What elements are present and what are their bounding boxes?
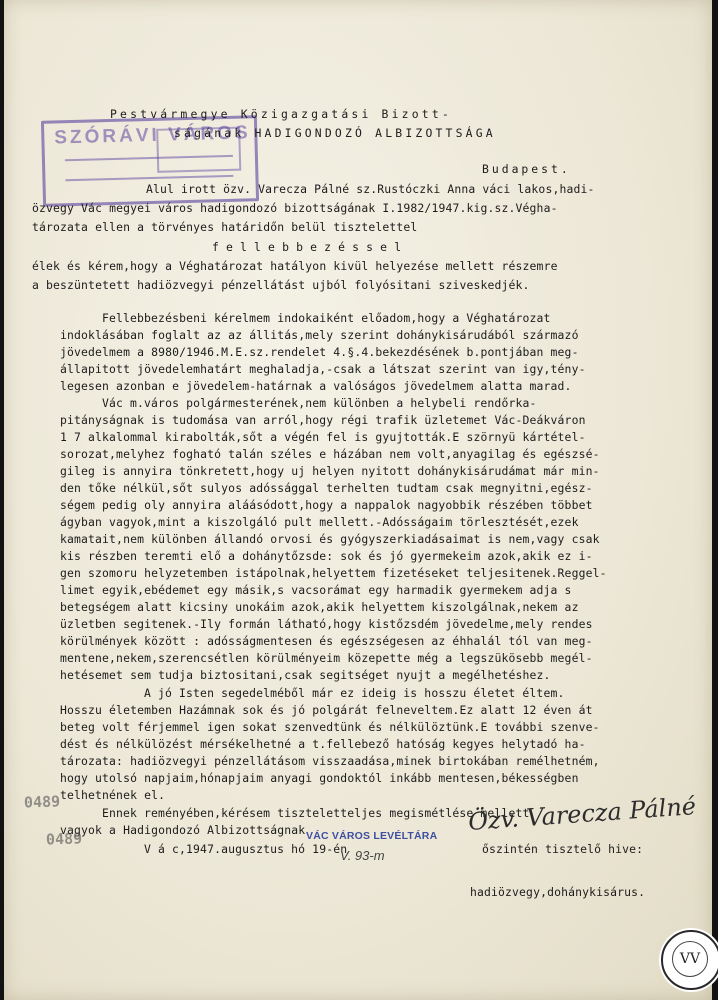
badge-monogram: VV <box>672 941 708 977</box>
body-line: Ennek reményében,kérésem tiszteletteljes megismétlése mellett <box>102 806 530 820</box>
body-line: betegségem alatt kicsiny unokáim azok,akik helyettem kiszolgálnak,nekem az <box>60 600 579 614</box>
pencil-note: V. 93-m <box>340 848 385 863</box>
body-line: hogy utolsó napjaim,hónapjaim anyagi gondoktól inkább mentesen,békességben <box>60 771 579 785</box>
body-line: gileg is annyira tönkretett,hogy uj helyen nyitott dohánykisárudámat már min- <box>60 464 600 478</box>
body-line: Vác m.város polgármesterének,nem különben a helybeli rendőrka- <box>102 396 537 410</box>
body-line: élek és kérem,hogy a Véghatározat hatályon kivül helyezése mellett részemre <box>32 259 558 273</box>
handwritten-signature: Özv. Varecza Pálné <box>467 792 697 836</box>
body-line: Fellebbezésbeni kérelmem indokaiként előadom,hogy a Véghatározat <box>102 311 551 325</box>
header-line-2: ságának HADIGONDOZÓ ALBIZOTTSÁGA <box>174 126 496 140</box>
body-line: tározata: hadiözvegyi pénzellátásom visszaadása,minek birtokában remélhetném, <box>60 754 600 768</box>
body-line: hetésemet sem tudja biztositani,csak segitséget nyujt a megélhetéshez. <box>60 668 551 682</box>
body-line: indoklásában foglalt az az állitás,mely szerint dohánykisárudából származó <box>60 328 579 342</box>
body-line: dést és nélkülözést mérsékelhetné a t.fellebező hatóság kegyes helytadó ha- <box>60 737 586 751</box>
archive-stamp: VÁC VÁROS LEVÉLTÁRA <box>306 830 438 842</box>
body-line: körülmények között : adósságmentesen és egészségesen az éhhalál tól van meg- <box>60 634 593 648</box>
body-line: beteg volt férjemmel igen sokat szenvedtünk és nélkülöztünk.E további szenve- <box>60 720 600 734</box>
body-line: tározata ellen a törvényes határidőn belül tisztelettel <box>32 220 418 234</box>
body-line: sorozat,melyhez fogható talán széles e házában nem volt,anyagilag és egészsé- <box>60 447 600 461</box>
body-line: limet egyik,ebédemet egy másik,s vacsorámat egy harmadik gyermekem adja s <box>60 583 572 597</box>
body-line: állapitott jövedelemhatárt meghaladja,-csak a látszat szerint van igy,tény- <box>60 362 586 376</box>
closing-line: őszintén tisztelő hive: <box>482 842 644 856</box>
header-line-1: Pestvármegye Közigazgatási Bizott- <box>110 107 452 121</box>
body-line: kis részben teremti elő a dohánytőzsde: sok és jó gyermekeim azok,akik ez i- <box>60 549 593 563</box>
body-line: ségem pedig oly annyira aláásódott,hogy a nappalok nagyobbik részében többet <box>60 498 593 512</box>
body-line: kamatait,nem különben állandó orvosi és gyógyszerkiadásaimat is nem,vagy csak <box>60 532 600 546</box>
body-line: özvegy Vác megyei város hadigondozó bizottságának I.1982/1947.kig.sz.Végha- <box>32 201 558 215</box>
body-line: den tőke nélkül,sőt sulyos adóssággal terhelten tudtam csak megnyitni,egész- <box>60 481 593 495</box>
body-line: vagyok a Hadigondozó Albizottságnak <box>60 823 306 837</box>
signer-role: hadiözvegy,dohánykisárus. <box>470 885 646 899</box>
body-line: a beszüntetett hadiözvegyi pénzellátást ujból folyósitani sziveskedjék. <box>32 278 530 292</box>
body-line: 1 7 alkalommal kirabolták,sőt a végén fel is gyujtották.E szörnyü kártétel- <box>60 430 586 444</box>
appeal-heading: f e l l e b b e z é s s e l <box>212 240 402 254</box>
archive-logo-badge <box>661 930 718 990</box>
side-number: 0489 <box>23 792 61 812</box>
body-line: ágyban vagyok,mint a kiszolgáló pult mellett.-Adósságaim törlesztését,ezek <box>60 515 579 529</box>
body-line: Alul irott özv. Varecza Pálné sz.Rustóczki Anna váci lakos,hadi- <box>146 182 595 196</box>
body-line: telhetnének el. <box>60 788 166 802</box>
body-line: üzletben segitenek.-Ily formán látható,hogy kistőzsdém jövedelme,mely rendes <box>60 617 593 631</box>
body-line: pitányságnak is tudomása van arról,hogy régi trafik üzletemet Vác-Deákváron <box>60 413 586 427</box>
body-line: gen szomoru helyzetemben istápolnak,helyettem fizetéseket teljesitenek.Reggel- <box>60 566 607 580</box>
body-line: A jó Isten segedelméből már ez ideig is hosszu életet éltem. <box>144 686 565 700</box>
header-city: Budapest. <box>482 162 571 176</box>
body-line: jövedelmem a 8980/1946.M.E.sz.rendelet 4.§.4.bekezdésének b.pontjában meg- <box>60 345 579 359</box>
office-stamp: SZÓRÁVI VÁROS <box>41 115 259 207</box>
side-number: 0489 <box>45 829 83 849</box>
body-line: Hosszu életemben Hazámnak sok és jó polgárát felneveltem.Ez alatt 12 éven át <box>60 703 593 717</box>
date-line: V á c,1947.augusztus hó 19-én <box>144 842 348 856</box>
body-line: mentene,nekem,szerencsétlen körülményeim közepette még a legszükösebb megél- <box>60 651 593 665</box>
body-line: legesen azonban e jövedelem-határnak a valóságos jövedelmem alatta marad. <box>60 379 572 393</box>
document-page <box>4 0 712 1000</box>
